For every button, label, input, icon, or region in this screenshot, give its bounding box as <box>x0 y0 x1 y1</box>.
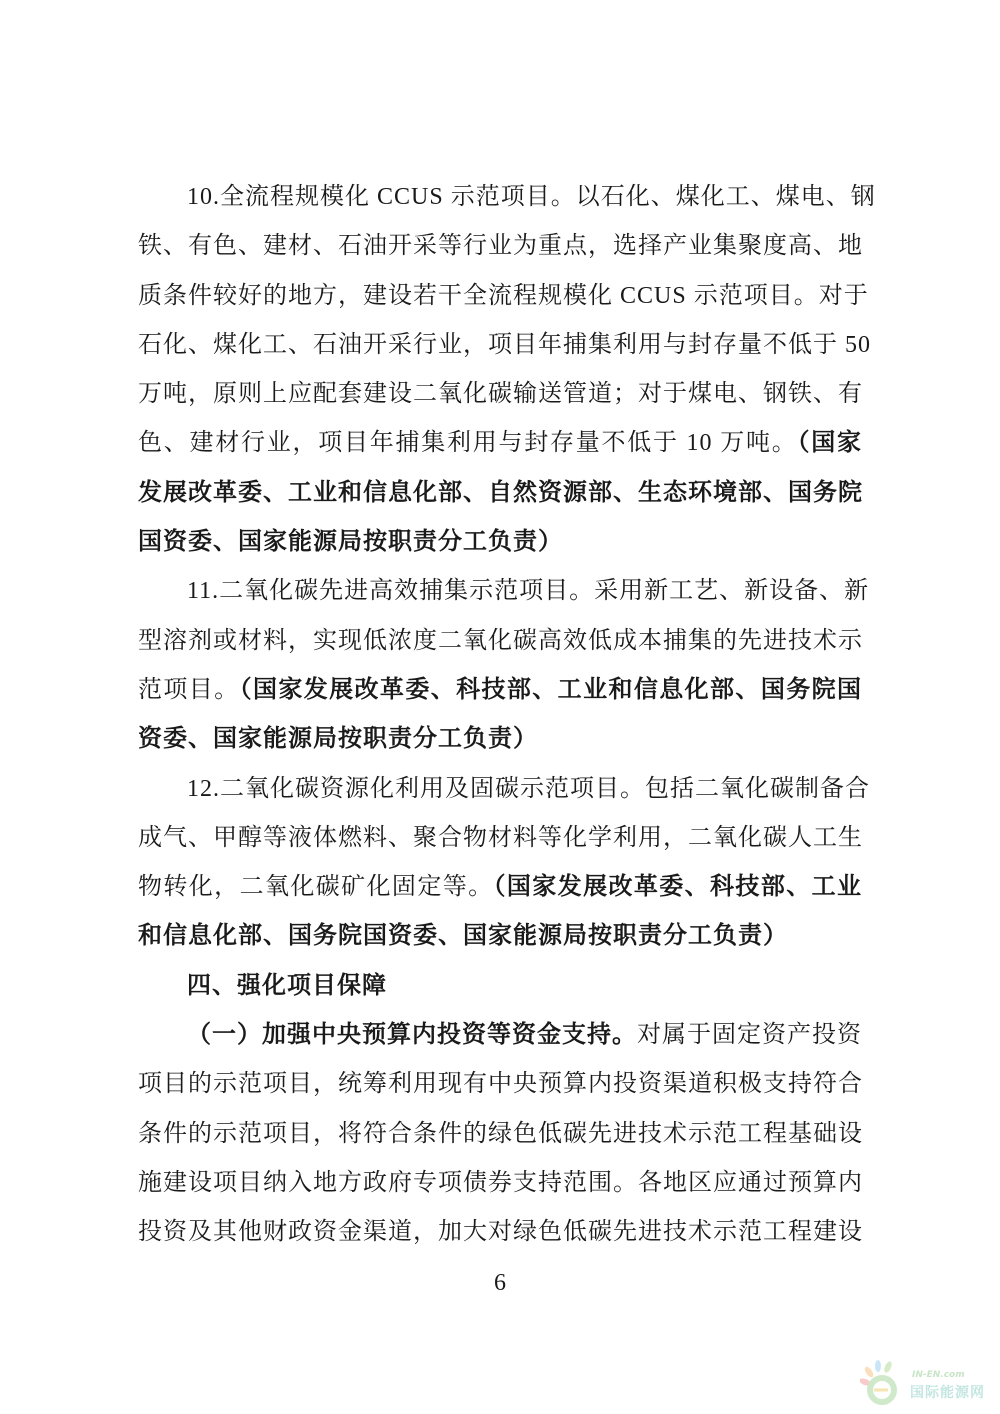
page-number: 6 <box>494 1270 506 1296</box>
watermark-cn: 国际能源网 <box>910 1385 985 1401</box>
body-text <box>138 173 876 1258</box>
text-segment: 条件的示范项目，将符合条件的绿色低碳先进技术示范工程基础设 <box>138 1120 863 1147</box>
watermark-logo <box>860 1358 1000 1408</box>
bold-text: 国资委、国家能源局按职责分工负责） <box>138 529 563 556</box>
text-segment: 10.全流程规模化 CCUS 示范项目。以石化、煤化工、煤电、钢 <box>187 184 876 210</box>
bold-text: （国家 <box>797 430 862 457</box>
text-segment: 范项目。 <box>138 676 240 703</box>
text-segment: 施建设项目纳入地方政府专项债券支持范围。各地区应通过预算内 <box>138 1169 863 1196</box>
text-line <box>138 765 870 814</box>
text-segment: 型溶剂或材料，实现低浓度二氧化碳高效低成本捕集的先进技术示 <box>138 627 863 654</box>
text-segment: 投资及其他财政资金渠道，加大对绿色低碳先进技术示范工程建设 <box>138 1219 863 1246</box>
text-line <box>138 321 871 370</box>
text-line <box>138 666 862 715</box>
bold-text: 和信息化部、国务院国资委、国家能源局按职责分工负责） <box>138 923 788 950</box>
text-line <box>138 617 862 666</box>
text-line <box>138 567 870 616</box>
text-line <box>138 863 862 912</box>
text-line <box>138 1110 862 1159</box>
text-segment: 11.二氧化碳先进高效捕集示范项目。采用新工艺、新设备、新 <box>187 578 870 605</box>
bold-text: （国家发展改革委、科技部、工业 <box>493 874 862 901</box>
text-segment: 对属于固定资产投资 <box>637 1022 862 1049</box>
text-segment: 铁、有色、建材、石油开采等行业为重点，选择产业集聚度高、地 <box>138 233 863 260</box>
text-line <box>138 1208 862 1257</box>
text-segment: 成气、甲醇等液体燃料、聚合物材料等化学利用，二氧化碳人工生 <box>138 824 863 851</box>
bold-text: 四、强化项目保障 <box>187 972 387 999</box>
text-line <box>138 1011 862 1060</box>
bold-text: （国家发展改革委、科技部、工业和信息化部、国务院国 <box>239 676 863 703</box>
text-segment: 万吨，原则上应配套建设二氧化碳输送管道；对于煤电、钢铁、有 <box>138 381 863 408</box>
section-heading <box>138 962 862 1011</box>
sun-logo-icon <box>860 1358 910 1408</box>
watermark-en: IN-EN.com <box>912 1370 965 1380</box>
text-line <box>138 912 862 961</box>
bold-text: 发展改革委、工业和信息化部、自然资源部、生态环境部、国务院 <box>138 479 863 506</box>
text-segment: 物转化，二氧化碳矿化固定等。 <box>138 874 494 901</box>
text-line <box>138 419 862 468</box>
text-line <box>138 1159 862 1208</box>
bold-text: （一）加强中央预算内投资等资金支持。 <box>187 1022 637 1049</box>
bold-text: 资委、国家能源局按职责分工负责） <box>138 726 538 753</box>
text-line <box>138 518 862 567</box>
text-line <box>138 173 876 222</box>
text-line <box>138 272 869 321</box>
text-segment: 石化、煤化工、石油开采行业，项目年捕集利用与封存量不低于 50 <box>138 331 871 358</box>
text-segment: 项目的示范项目，统筹利用现有中央预算内投资渠道积极支持符合 <box>138 1071 863 1098</box>
text-line <box>138 1060 862 1109</box>
text-line <box>138 469 862 518</box>
text-segment: 色、建材行业，项目年捕集利用与封存量不低于 10 万吨。 <box>138 430 798 457</box>
text-line <box>138 715 862 764</box>
text-line <box>138 814 862 863</box>
text-segment: 质条件较好的地方，建设若干全流程规模化 CCUS 示范项目。对于 <box>138 282 869 309</box>
text-line <box>138 222 862 271</box>
text-segment: 12.二氧化碳资源化利用及固碳示范项目。包括二氧化碳制备合 <box>187 775 870 802</box>
text-line <box>138 370 862 419</box>
